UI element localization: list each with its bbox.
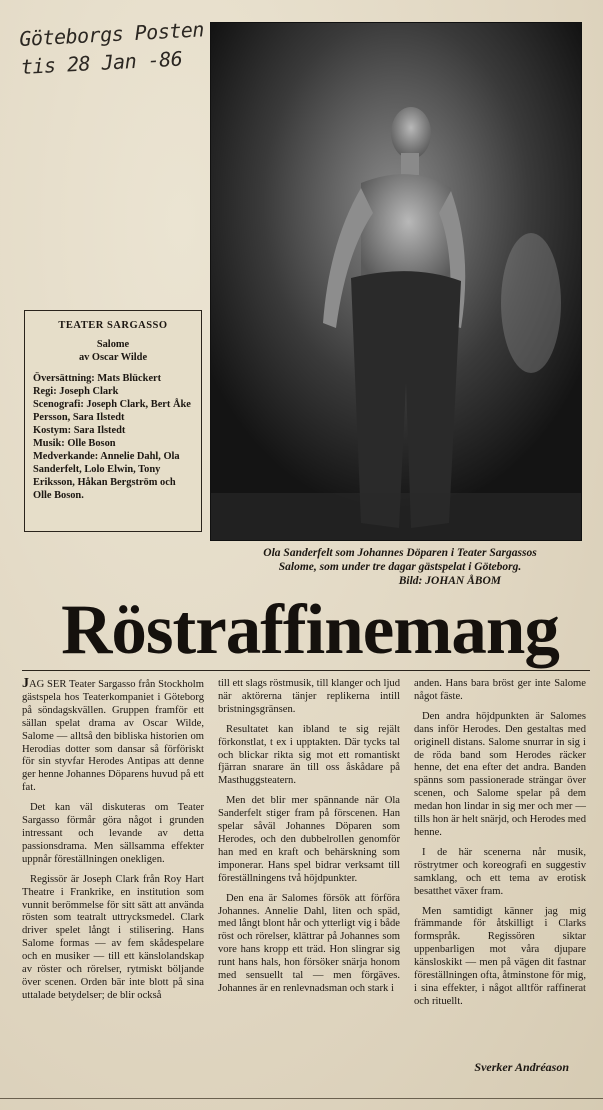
handwritten-note-line: tis 28 Jan -86 [20, 46, 183, 79]
credit-line: Medverkande: Annelie Dahl, Ola Sanderfelt, Lolo Elwin, Tony Eriksson, Håkan Bergström och Olle Boson. [33, 451, 180, 501]
drop-cap: J [22, 676, 29, 691]
headline-rule [22, 670, 590, 671]
paragraph: Men det blir mer spännande när Ola Sanderfelt stiger fram på förscenen. Han spelar såväl Johannes Döparen som Herodes, och den dubbelrollen genomför han med en kraft och behärskning som imponerar. Hans spel bidrar verksamt till föreställningens två höjdpunkter. [218, 795, 400, 884]
paragraph: Det kan väl diskuteras om Teater Sargasso förmår göra något i grunden intressant och levande av detta passionsdrama. Men sällsamma effekter uppnår föreställningen onekligen. [22, 802, 204, 865]
paragraph-text: AG SER Teater Sargasso från Stockholm gästspela hos Teaterkompaniet i Göteborg på söndagskvällen. Gruppen framför ett sällan spelat drama av Oscar Wilde, Salome — alltså den bibliska historien om Herodias dotter som dansar så förföriskt för sin styvfar Herodes Antipas att denne ger henne Johannes Döparens huvud på ett fat. [22, 679, 204, 794]
caption-line: Salome, som under tre dagar gästspelat i Göteborg. [278, 561, 522, 573]
paragraph: Resultatet kan ibland te sig rejält förkonstlat, t ex i upptakten. Där tycks tal och blickar rikta sig mot ett romantiskt fjärran snarare än till oss åskådare på Masthuggsteatern. [218, 723, 400, 787]
paragraph [22, 678, 204, 795]
credit-line: Översättning: Mats Blückert [33, 373, 162, 384]
article-column-1 [22, 678, 204, 1010]
credit-line: Kostym: Sara Ilstedt [33, 425, 126, 436]
headline: Röstraffinemang [61, 591, 559, 669]
paragraph: Den andra höjdpunkten är Salomes dans inför Herodes. Den gestaltas med originell distans. Salome snurrar in sig i de röda band som Herodes räcker henne, det ena efter det andra. Banden spänns som passionerade strängar över scenen, och Salome spelar på dem medan hon lindar in sig mer och mer — tills hon är helt snärjd, och Herodes med henne. [414, 710, 586, 838]
handwritten-note-line: Göteborgs Posten [18, 17, 205, 51]
play-author: av Oscar Wilde [78, 352, 148, 363]
theater-name: TEATER SARGASSO [58, 320, 168, 331]
paragraph: anden. Hans bara bröst ger inte Salome något fäste. [414, 678, 586, 702]
production-credits-box [24, 310, 202, 532]
credit-line: Musik: Olle Boson [33, 438, 116, 449]
handwritten-note [19, 15, 212, 81]
article-column-3 [414, 678, 586, 1016]
play-title: Salome [96, 339, 130, 350]
paragraph: I de här scenerna når musik, röstrytmer och koreografi en suggestiv samklang, och ett tema av erotisk besatthet växer fram. [414, 846, 586, 897]
photo-credit: Bild: JOHAN ÅBOM [398, 575, 501, 587]
credit-line: Scenografi: Joseph Clark, Bert Åke Persson, Sara Ilstedt [33, 399, 191, 423]
paragraph: Regissör är Joseph Clark från Roy Hart Theatre i Frankrike, en institution som vunnit berömmelse för sitt sätt att använda rösten som teatralt uttrycksmedel. Clark driver spelet långt i stilisering. Hans Salome formas — av fem skådespelare och en musiker — till ett känslolandskap av röster och rörelser, rytmiskt böljande över scenen. Orden bär inte blott på sina uttalade betydelser; de blir också [22, 873, 204, 1001]
credit-line: Regi: Joseph Clark [33, 386, 119, 397]
paragraph: Men samtidigt känner jag mig främmande för åtskilligt i Clarks formspråk. Regissören siktar uppenbarligen mot våra djupare känsloskikt — men på vägen dit fastnar föreställningen ofta, åtminstone för mig, i sina effekter, i något alltför raffinerat och rituellt. [414, 905, 586, 1007]
paragraph: till ett slags röstmusik, till klanger och ljud när aktörerna tänjer replikerna intill bristningsgränsen. [218, 678, 400, 715]
caption-line: Ola Sanderfelt som Johannes Döparen i Teater Sargassos [263, 547, 537, 559]
article-column-2 [218, 678, 400, 1003]
paragraph: Den ena är Salomes försök att förföra Johannes. Annelie Dahl, liten och späd, med långt blont hår och ytterligt vig i både röst och rörelser, klättrar på Johannes som vore hans kropp ett träd. Hon slingrar sig runt hans hals, hon försöker snärja honom med sensuellt tal — men förgäves. Johannes är en renlevnadsman och stark i [218, 892, 400, 994]
page-bottom-rule [0, 1098, 603, 1099]
performance-photo [210, 22, 582, 541]
performer-illustration [211, 23, 581, 540]
byline: Sverker Andréason [474, 1060, 569, 1074]
photo-caption [215, 546, 585, 588]
